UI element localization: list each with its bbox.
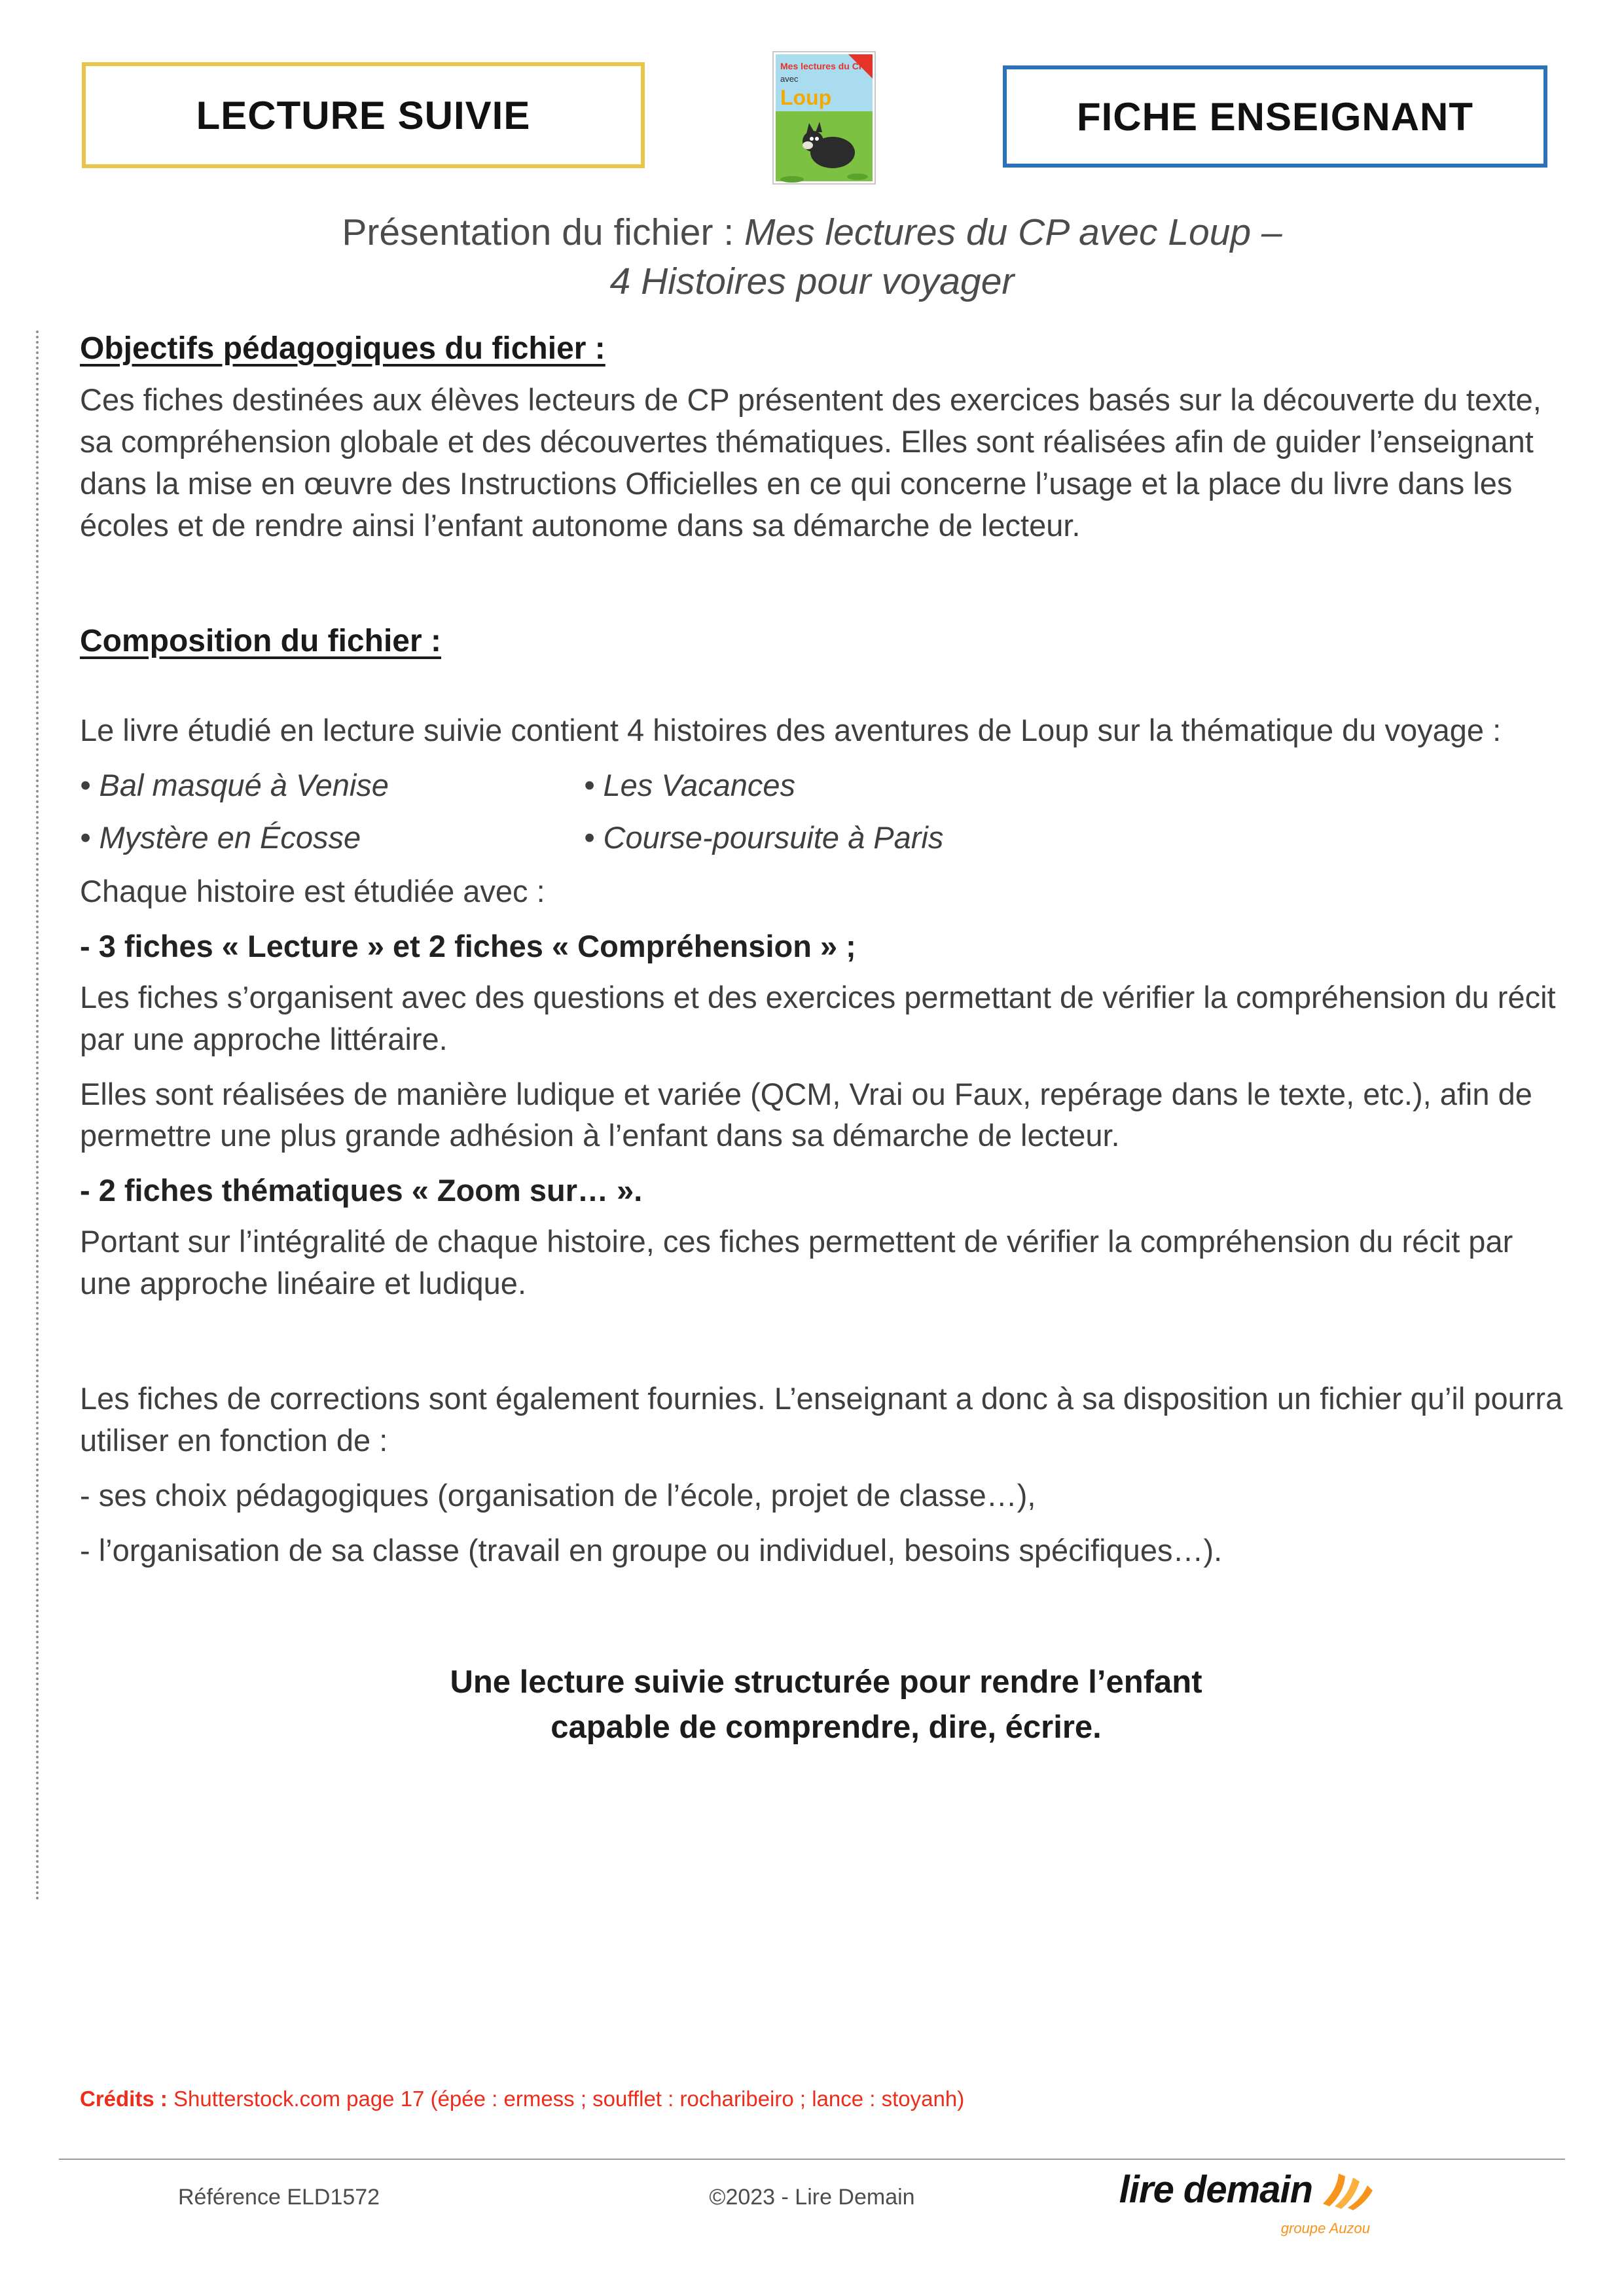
title-line-1 [0, 208, 1624, 257]
title-italic-1: Mes lectures du CP avec Loup – [744, 211, 1282, 253]
closing-line-1: Une lecture suivie structurée pour rendre l’enfant [450, 1664, 1202, 1700]
bullet-item: • Les Vacances [584, 768, 796, 803]
story-bullet-list [80, 764, 1572, 859]
each-story-line: Chaque histoire est étudiée avec : [80, 873, 545, 908]
footer-copyright: ©2023 - Lire Demain [709, 2185, 915, 2210]
cover-main-text: Loup [780, 86, 832, 109]
closing-line-2: capable de comprendre, dire, écrire. [550, 1710, 1102, 1746]
credits-line [80, 2087, 964, 2111]
credits-text: Shutterstock.com page 17 (épée : ermess ; soufflet : rocharibeiro ; lance : stoyanh) [173, 2087, 965, 2111]
bullet-item: • Mystère en Écosse [80, 819, 361, 855]
main-content [80, 327, 1572, 1751]
cover-top-text: Mes lectures du CP [780, 61, 865, 71]
title-line-2: 4 Histoires pour voyager [609, 260, 1015, 303]
composition-intro: Le livre étudié en lecture suivie contient 4 histoires des aventures de Loup sur la thématique du voyage : [80, 713, 1502, 748]
footer-divider [59, 2159, 1565, 2160]
fiche-enseignant-label: FICHE ENSEIGNANT [1076, 94, 1474, 139]
cover-mid-text: avec [780, 74, 799, 84]
section-heading-composition: Composition du fichier : [80, 623, 441, 658]
item1-paragraph-2: Elles sont réalisées de manière ludique et variée (QCM, Vrai ou Faux, repérage dans le texte, etc.), afin de permettre une plus grande adhésion à l’enfant dans sa démarche de lecteur. [80, 1076, 1532, 1153]
fiches-lecture-comprehension-line: - 3 fiches « Lecture » et 2 fiches « Compréhension » ; [80, 928, 856, 963]
item1-paragraph-1: Les fiches s’organisent avec des questions et des exercices permettant de vérifier la compréhension du récit par une approche littéraire. [80, 979, 1556, 1056]
section-heading-objectifs: Objectifs pédagogiques du fichier : [80, 331, 605, 366]
corrections-paragraph: Les fiches de corrections sont également fournies. L’enseignant a donc à sa disposition un fichier qu’il pourra utiliser en fonction de : [80, 1381, 1563, 1458]
choice-line-1: - ses choix pédagogiques (organisation de l’école, projet de classe…), [80, 1477, 1036, 1513]
bullet-item: • Course-poursuite à Paris [584, 819, 944, 855]
credits-label: Crédits : [80, 2087, 174, 2111]
footer-reference: Référence ELD1572 [178, 2185, 380, 2210]
title-prefix: Présentation du fichier : [342, 211, 744, 253]
logo-subtext: groupe Auzou [1280, 2220, 1370, 2236]
logo-book-icon [1319, 2170, 1375, 2210]
fiche-enseignant-box [1003, 65, 1547, 168]
page-title [0, 208, 1624, 306]
logo-text: lire demain [1119, 2168, 1312, 2211]
choice-line-2: - l’organisation de sa classe (travail en groupe ou individuel, besoins spécifiques…). [80, 1532, 1223, 1568]
fiches-thematiques-line: - 2 fiches thématiques « Zoom sur… ». [80, 1173, 643, 1208]
lire-demain-logo [1119, 2168, 1375, 2212]
book-cover-illustration [772, 51, 876, 185]
spacer [80, 1318, 1572, 1378]
book-cover-image [772, 51, 876, 185]
lecture-suivie-label: LECTURE SUIVIE [196, 93, 531, 137]
lecture-suivie-box [82, 62, 645, 168]
left-dotted-border [36, 331, 39, 1901]
item2-paragraph-1: Portant sur l’intégralité de chaque histoire, ces fiches permettent de vérifier la compréhension du récit par une approche linéaire et ludique. [80, 1224, 1513, 1301]
bullet-item: • Bal masqué à Venise [80, 768, 389, 803]
objectifs-paragraph: Ces fiches destinées aux élèves lecteurs de CP présentent des exercices basés sur la découverte du texte, sa compréhension globale et des découvertes thématiques. Elles sont réalisées afin de guider l’enseignant dans la mise en œuvre des Instructions Officielles en ce qui concerne l’usage et la place du livre dans les écoles et de rendre ainsi l’enfant autonome dans sa démarche de lecteur. [80, 382, 1542, 543]
spacer [80, 672, 1572, 709]
spacer [80, 560, 1572, 620]
closing-statement [80, 1660, 1572, 1751]
